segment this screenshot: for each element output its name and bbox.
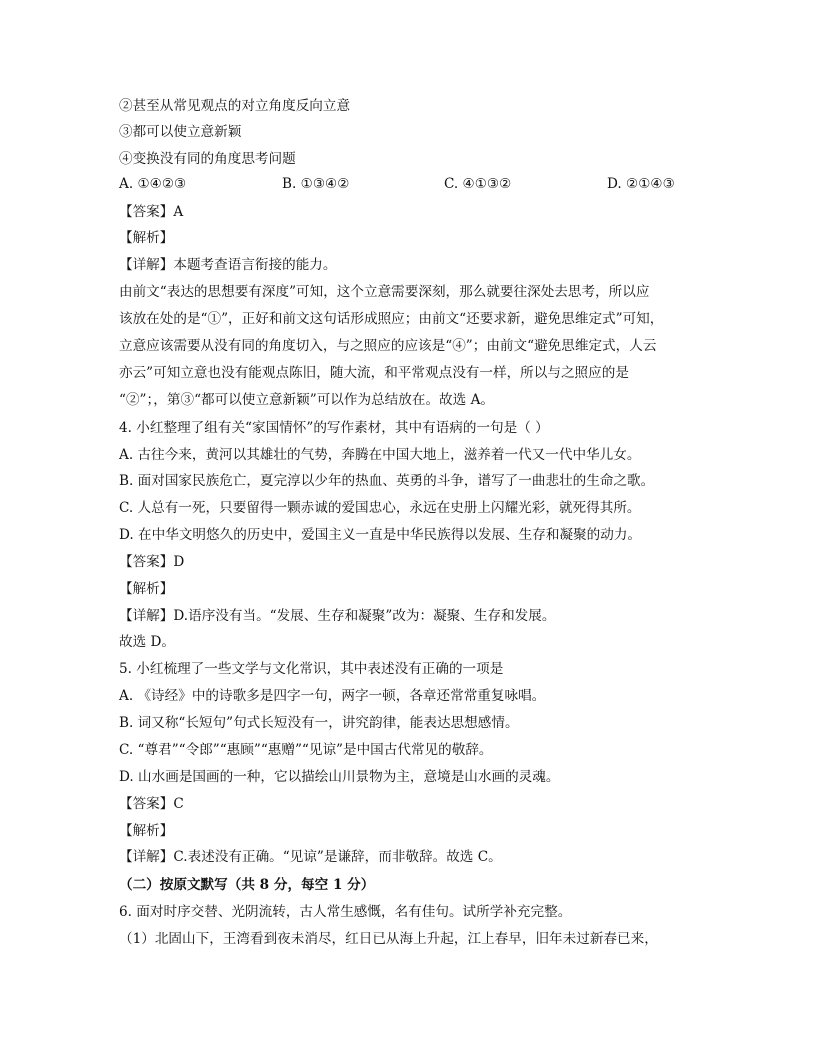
q6-part-1: （1）北固山下，王湾看到夜未消尽，红日已从海上升起，江上春早，旧年未过新春已来，	[119, 931, 658, 947]
section-heading: （二）按原文默写（共 8 分，每空 1 分）	[119, 877, 375, 893]
q4-option-a: A. 古往今来，黄河以其雄壮的气势，奔腾在中国大地上，滋养着一代又一代中华儿女。	[119, 447, 641, 463]
q4-answer: 【答案】D	[119, 554, 185, 570]
q3-detail-line-6: “②”；，第③“都可以使立意新颖”可以作为总结放在。故选 A。	[119, 392, 494, 408]
q4-conclusion: 故选 D。	[119, 634, 176, 650]
q3-option-a: A. ①④②③	[119, 176, 187, 192]
q3-detail-line-3: 该放在处的是“①”，正好和前文这句话形成照应；由前文“还要求新，避免思维定式”可知，	[119, 311, 664, 327]
q3-detail-line-1: 【详解】本题考查语言衔接的能力。	[119, 257, 337, 273]
q4-question: 4. 小红整理了组有关“家国情怀”的写作素材，其中有语病的一句是（ ）	[119, 420, 549, 436]
q4-detail: 【详解】D.语序没有当。“发展、生存和凝聚”改为：凝聚、生存和发展。	[119, 608, 556, 624]
q3-item-3: ③都可以使立意新颖	[119, 124, 242, 140]
q3-detail-line-2: 由前文“表达的思想要有深度”可知，这个立意需要深刻，那么就要往深处去思考，所以应	[119, 284, 650, 300]
q5-answer: 【答案】C	[119, 796, 184, 812]
q4-analysis: 【解析】	[119, 581, 174, 597]
q6-question: 6. 面对时序交替、光阴流转，古人常生感慨，名有佳句。试所学补充完整。	[119, 904, 572, 920]
q3-option-b: B. ①③④②	[282, 176, 350, 192]
q3-option-c: C. ④①③②	[444, 176, 512, 192]
q5-option-b: B. 词又称“长短句”句式长短没有一，讲究韵律，能表达思想感情。	[119, 715, 519, 731]
q5-detail: 【详解】C.表述没有正确。“见谅”是谦辞，而非敬辞。故选 C。	[119, 849, 502, 865]
q5-question: 5. 小红梳理了一些文学与文化常识，其中表述没有正确的一项是	[119, 661, 504, 677]
q3-answer: 【答案】A	[119, 204, 184, 220]
q4-option-b: B. 面对国家民族危亡，夏完淳以少年的热血、英勇的斗争，谱写了一曲悲壮的生命之歌。	[119, 473, 655, 489]
q3-option-d: D. ②①④③	[607, 176, 675, 192]
q5-option-d: D. 山水画是国画的一种，它以描绘山川景物为主，意境是山水画的灵魂。	[119, 769, 560, 785]
q3-item-4: ④变换没有同的角度思考问题	[119, 151, 296, 167]
q5-option-a: A. 《诗经》中的诗歌多是四字一句，两字一顿，各章还常常重复咏唱。	[119, 688, 546, 704]
q3-detail-line-5: 亦云”可知立意也没有能观点陈旧，随大流，和平常观点没有一样，所以与之照应的是	[119, 365, 629, 381]
q3-item-2: ②甚至从常见观点的对立角度反向立意	[119, 98, 351, 114]
q3-options	[119, 176, 719, 196]
q5-option-c: C. “尊君”“令郎”“惠顾”“惠赠”“见谅”是中国古代常见的敬辞。	[119, 742, 493, 758]
q5-analysis: 【解析】	[119, 823, 174, 839]
q4-option-d: D. 在中华文明悠久的历史中，爱国主义一直是中华民族得以发展、生存和凝聚的动力。	[119, 527, 642, 543]
q3-detail-line-4: 立意应该需要从没有同的角度切入，与之照应的应该是“④”；由前文“避免思维定式，人云	[119, 338, 657, 354]
q3-analysis: 【解析】	[119, 230, 174, 246]
q4-option-c: C. 人总有一死，只要留得一颗赤诚的爱国忠心，永远在史册上闪耀光彩，就死得其所。	[119, 500, 641, 516]
